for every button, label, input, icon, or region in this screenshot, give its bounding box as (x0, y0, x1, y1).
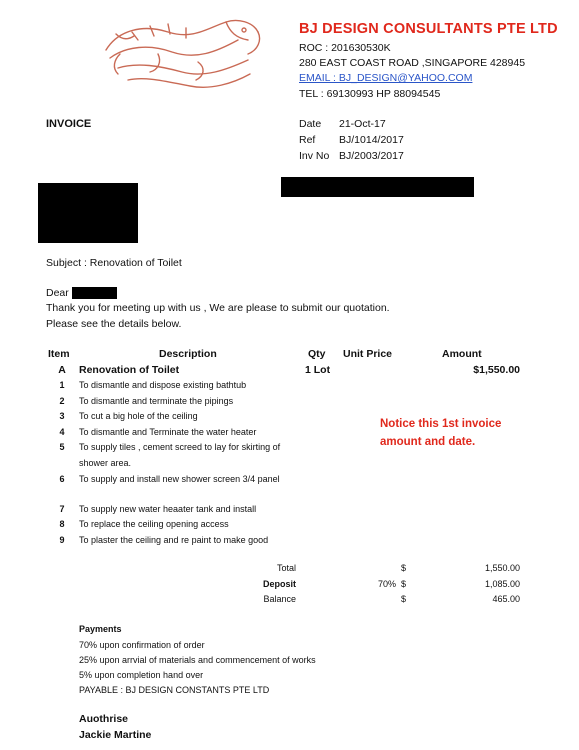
date-value: 21-Oct-17 (339, 118, 386, 130)
payment-term: 70% upon confirmation of order (79, 640, 205, 650)
company-name: BJ DESIGN CONSULTANTS PTE LTD (299, 21, 558, 37)
inv-no-label: Inv No (299, 150, 330, 162)
company-address: 280 EAST COAST ROAD ,SINGAPORE 428945 (299, 57, 526, 69)
header-qty: Qty (308, 348, 326, 360)
row-number: 5 (59, 442, 65, 452)
row-description: To supply tiles , cement screed to lay for skirting of shower area. (79, 442, 281, 468)
row-description: To replace the ceiling opening access (79, 519, 229, 529)
annotation-note: Notice this 1st invoice amount and date. (380, 418, 502, 448)
row-number: 6 (59, 474, 65, 484)
header-description: Description (159, 348, 217, 360)
total-label: Total (276, 563, 296, 573)
payment-term: 5% upon completion hand over (79, 670, 204, 680)
main-item-description: Renovation of Toilet (79, 364, 180, 376)
redacted-name (72, 287, 117, 299)
ref-label: Ref (299, 134, 316, 146)
signatory-name: Jackie Martine (79, 729, 152, 741)
main-item-qty: 1 Lot (305, 364, 331, 376)
main-item-letter: A (58, 364, 66, 376)
row-description: To cut a big hole of the ceiling (79, 411, 198, 421)
redacted-reference-block (281, 177, 474, 197)
redacted-recipient-block (38, 183, 138, 243)
authorise-label: Auothrise (79, 713, 129, 725)
total-currency: $ (401, 563, 407, 573)
balance-label: Balance (263, 594, 296, 604)
row-description: To supply new water heaater tank and install (79, 504, 257, 514)
row-description: To dismantle and dispose existing bathtub (79, 380, 247, 390)
row-number: 8 (59, 519, 65, 529)
row-number: 7 (59, 504, 65, 514)
row-description: To supply and install new shower screen 3/4 panel (79, 474, 280, 484)
company-roc: ROC : 201630530K (299, 42, 391, 54)
invoice-title: INVOICE (46, 118, 92, 130)
dragon-icon (98, 10, 268, 98)
total-value: 1,550.00 (484, 563, 520, 573)
date-label: Date (299, 118, 322, 130)
balance-value: 465.00 (492, 594, 520, 604)
row-description: To dismantle and terminate the pipings (79, 396, 234, 406)
deposit-value: 1,085.00 (484, 579, 520, 589)
deposit-percent: 70% (377, 579, 396, 589)
balance-currency: $ (401, 594, 407, 604)
payment-term: 25% upon arrvial of materials and commencement of works (79, 655, 316, 665)
row-number: 4 (59, 427, 65, 437)
row-number: 2 (59, 396, 65, 406)
salutation: Dear (46, 287, 69, 299)
company-email-link[interactable]: EMAIL : BJ_DESIGN@YAHOO.COM (299, 72, 473, 84)
row-description: To plaster the ceiling and re paint to make good (79, 535, 269, 545)
company-tel: TEL : 69130993 HP 88094545 (299, 88, 441, 100)
main-item-amount: $1,550.00 (473, 364, 520, 376)
row-description: To dismantle and Terminate the water heater (79, 427, 257, 437)
row-number: 3 (59, 411, 65, 421)
header-amount: Amount (442, 348, 482, 360)
details-line: Please see the details below. (46, 318, 182, 330)
header-item: Item (48, 348, 70, 360)
ref-value: BJ/1014/2017 (339, 134, 404, 146)
header-unit-price: Unit Price (343, 348, 393, 360)
row-number: 9 (59, 535, 65, 545)
inv-no-value: BJ/2003/2017 (339, 150, 404, 162)
intro-line: Thank you for meeting up with us , We are please to submit our quotation. (46, 302, 390, 314)
row-number: 1 (59, 380, 65, 390)
payments-heading: Payments (79, 624, 122, 634)
subject-line: Subject : Renovation of Toilet (46, 257, 182, 269)
payable-to: PAYABLE : BJ DESIGN CONSTANTS PTE LTD (79, 685, 270, 695)
deposit-label: Deposit (262, 579, 296, 589)
deposit-currency: $ (401, 579, 407, 589)
